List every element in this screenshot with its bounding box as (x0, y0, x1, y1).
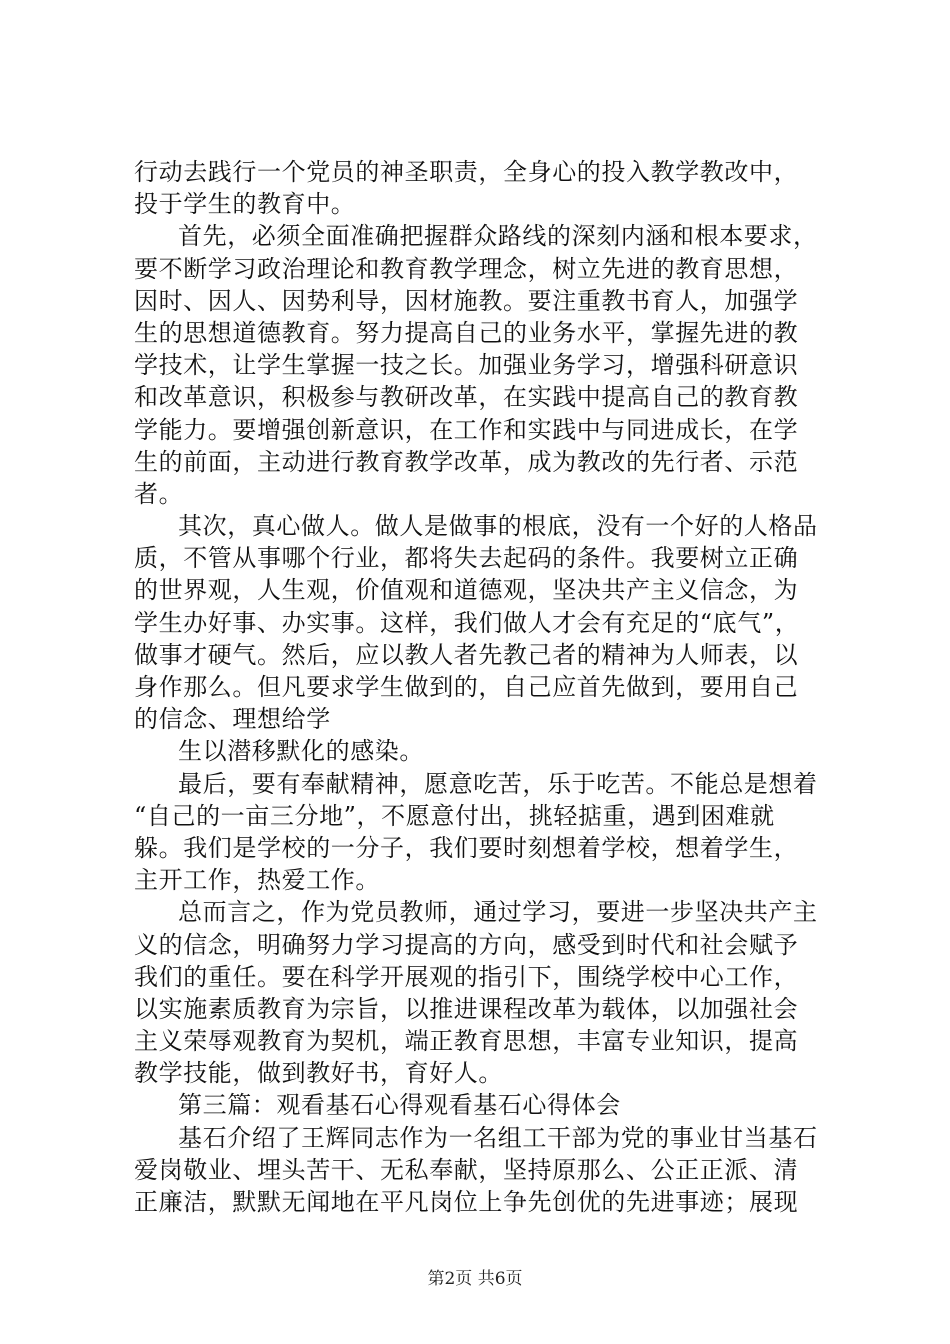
text-line: 正廉洁，默默无闻地在平凡岗位上争先创优的先进事迹；展现 (134, 1188, 799, 1216)
text-line: 质，不管从事哪个行业，都将失去起码的条件。我要树立正确 (134, 544, 799, 573)
text-line: 主义荣辱观教育为契机，端正教育思想，丰富专业知识，提高 (134, 1027, 799, 1056)
text-line: 基石介绍了王辉同志作为一名组工干部为党的事业甘当基石 (178, 1123, 818, 1152)
text-line: 因时、因人、因势利导，因材施教。要注重教书育人，加强学 (134, 286, 799, 315)
text-line: 以实施素质教育为宗旨，以推进课程改革为载体，以加强社会 (134, 994, 799, 1023)
text-line: 的信念、理想给学 (134, 705, 331, 734)
text-line: 生的思想道德教育。努力提高自己的业务水平，掌握先进的教 (134, 318, 799, 347)
text-line: 主开工作，热爱工作。 (134, 866, 380, 895)
text-line: 行动去践行一个党员的神圣职责，全身心的投入教学教改中， (134, 158, 799, 186)
text-line: 总而言之，作为党员教师，通过学习，要进一步坚决共产主 (178, 898, 818, 927)
text-line: 我们的重任。要在科学开展观的指引下，围绕学校中心工作， (134, 962, 799, 991)
text-line: 最后，要有奉献精神，愿意吃苦，乐于吃苦。不能总是想着 (178, 769, 818, 798)
text-line: 学能力。要增强创新意识，在工作和实践中与同进成长，在学 (134, 415, 799, 444)
text-line: 学生办好事、办实事。这样，我们做人才会有充足的“底气”， (134, 608, 800, 637)
text-line: 投于学生的教育中。 (134, 190, 356, 219)
text-line: “自己的一亩三分地”，不愿意付出，挑轻掂重，遇到困难就 (134, 801, 775, 830)
text-line: 生的前面，主动进行教育教学改革，成为教改的先行者、示范 (134, 447, 799, 476)
text-line: 躲。我们是学校的一分子，我们要时刻想着学校，想着学生， (134, 833, 799, 862)
text-line: 学技术，让学生掌握一技之长。加强业务学习，增强科研意识 (134, 351, 799, 380)
text-line: 身作那么。但凡要求学生做到的，自己应首先做到，要用自己 (134, 673, 799, 701)
text-line: 要不断学习政治理论和教育教学理念，树立先进的教育思想， (134, 254, 799, 283)
text-line: 义的信念，明确努力学习提高的方向，感受到时代和社会赋予 (134, 930, 799, 959)
text-line: 其次，真心做人。做人是做事的根底，没有一个好的人格品 (178, 512, 818, 541)
text-line: 者。 (134, 479, 184, 508)
text-line: 生以潜移默化的感染。 (178, 737, 424, 766)
page-footer: 第2页 共6页 (427, 1269, 523, 1289)
text-line: 做事才硬气。然后，应以教人者先教己者的精神为人师表，以 (134, 640, 799, 669)
text-line: 的世界观，人生观，价值观和道德观，坚决共产主义信念，为 (134, 576, 799, 605)
text-line: 教学技能，做到教好书，育好人。 (134, 1059, 503, 1088)
text-line: 爱岗敬业、埋头苦干、无私奉献，坚持原那么、公正正派、清 (134, 1155, 799, 1184)
text-line: 和改革意识，积极参与教研改革，在实践中提高自己的教育教 (134, 383, 799, 412)
text-line: 首先，必须全面准确把握群众路线的深刻内涵和根本要求， (178, 222, 818, 251)
document-body (134, 156, 824, 1218)
text-line: 第三篇：观看基石心得观看基石心得体会 (178, 1091, 621, 1120)
